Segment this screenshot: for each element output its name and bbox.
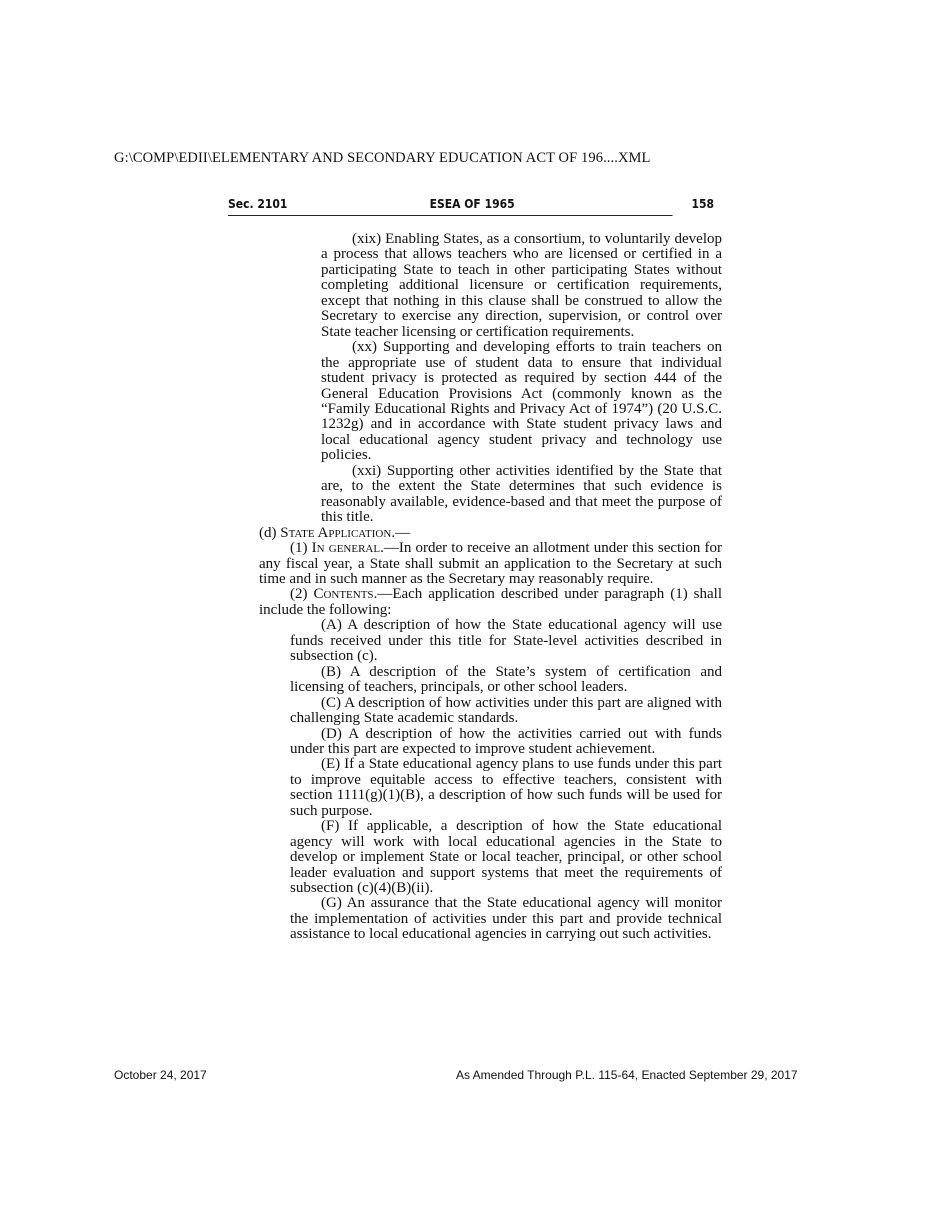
subsection-d-label: (d) xyxy=(259,524,281,541)
paragraph-2-text: .—Each application described under paragraph (1) shall include the following: xyxy=(259,586,722,618)
clause-xxi: (xxi) Supporting other activities identified by the State that are, to the extent the State determines that such evidence is reasonably available, evidence-based and that meet the purpose of this title. xyxy=(321,462,722,526)
statute-body xyxy=(0,232,950,943)
subsection-d-dash: .— xyxy=(391,524,411,541)
subparagraph-c: (C) A description of how activities under this part are aligned with challenging State academic standards. xyxy=(290,694,722,727)
paragraph-2-label: (2) xyxy=(290,586,314,603)
subparagraph-b: (B) A description of the State’s system of certification and licensing of teachers, principals, or other school leaders. xyxy=(290,663,722,696)
clause-xx: (xx) Supporting and developing efforts to train teachers on the appropriate use of student data to ensure that individual student privacy is protected as required by section 444 of the General Education Provisions Act (commonly known as the “Family Educational Rights and Privacy Act of 1974”) (20 U.S.C. 1232g) and in accordance with State student privacy laws and local educational agency student privacy and technology use policies. xyxy=(321,339,722,464)
paragraph-1-label: (1) xyxy=(290,540,312,557)
subparagraph-e: (E) If a State educational agency plans to use funds under this part to improve equitable access to effective teachers, consistent with section 1111(g)(1)(B), a description of how such funds will be used for such purpose. xyxy=(290,756,722,819)
subparagraph-d: (D) A description of how the activities carried out with funds under this part are expected to improve student achievement. xyxy=(290,725,722,757)
page-number: 158 xyxy=(691,197,714,211)
paragraph-1 xyxy=(259,541,722,587)
paragraph-2-heading: Contents xyxy=(313,586,374,603)
subparagraph-a: (A) A description of how the State educational agency will use funds received under this title for State-level activities described in subsection (c). xyxy=(290,617,722,665)
section-number: Sec. 2101 xyxy=(228,197,288,211)
subparagraph-f: (F) If applicable, a description of how the State educational agency will work with local educational agencies in the State to develop or implement State or local teacher, principal, or other school leader evaluation and support systems that meet the requirements of subsection (c)(4)(B)(ii). xyxy=(290,818,722,897)
paragraph-1-text: .—In order to receive an allotment under this section for any fiscal year, a State shall submit an application to the Secretary at such time and in such manner as the Secretary may reasonably require. xyxy=(259,540,723,587)
subsection-d-heading xyxy=(259,526,722,541)
running-head xyxy=(228,197,714,216)
paragraph-2 xyxy=(259,587,722,618)
file-path: G:\COMP\EDII\ELEMENTARY AND SECONDARY EDUCATION ACT OF 196....XML xyxy=(114,150,651,166)
paragraph-1-heading: In general xyxy=(311,540,381,557)
subparagraph-g: (G) An assurance that the State educational agency will monitor the implementation of activities under this part and provide technical assistance to local educational agencies in carrying out such activities. xyxy=(290,895,722,943)
footer-amended-through: As Amended Through P.L. 115-64, Enacted September 29, 2017 xyxy=(456,1068,798,1082)
subsection-d-title: State Application xyxy=(280,524,392,541)
clause-xix: (xix) Enabling States, as a consortium, to voluntarily develop a process that allows teachers who are licensed or certified in a participating State to teach in other participating States without completing additional licensure or certification requirements, except that nothing in this clause shall be construed to allow the Secretary to exercise any direction, supervision, or control over State teacher licensing or certification requirements. xyxy=(321,231,722,340)
footer-date: October 24, 2017 xyxy=(114,1068,207,1082)
act-title: ESEA OF 1965 xyxy=(429,197,515,211)
